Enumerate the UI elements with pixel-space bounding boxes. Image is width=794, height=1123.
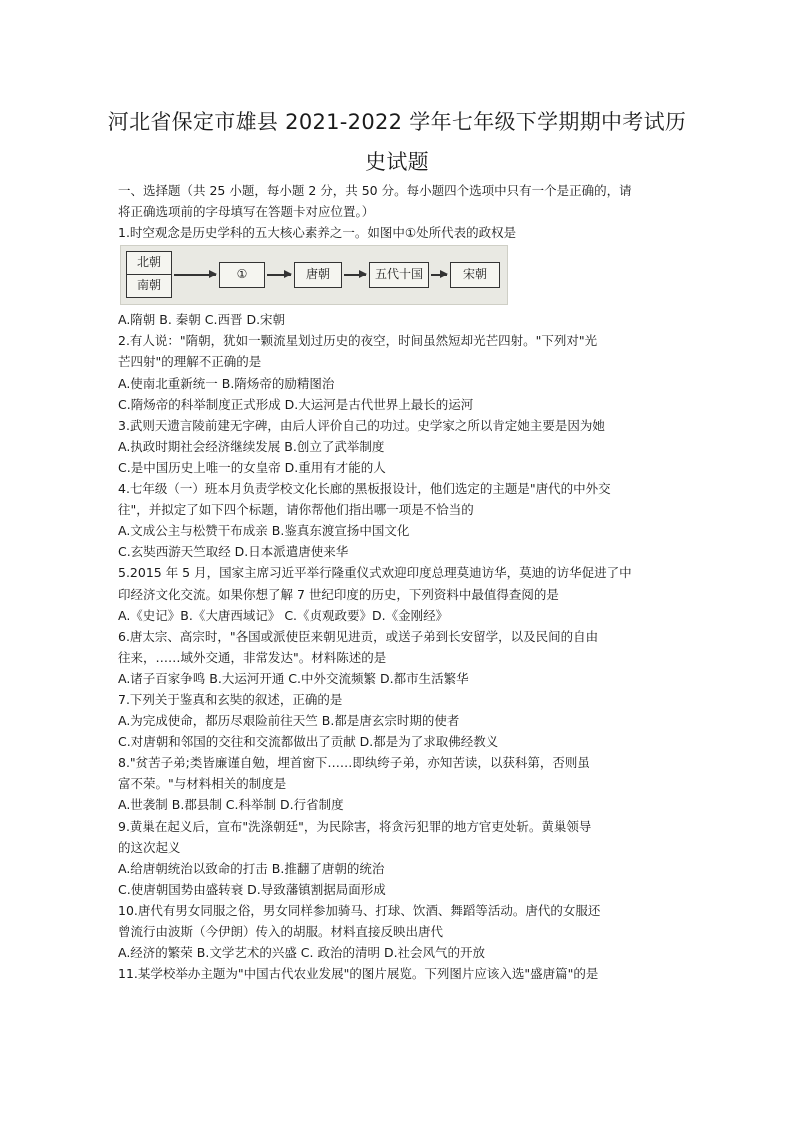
q4-options-ab: A.文成公主与松赞干布成亲 B.鉴真东渡宣扬中国文化 (118, 523, 410, 539)
q9-stem-line-2: 的这次起义 (118, 839, 181, 855)
q4-stem-line-1: 4.七年级（一）班本月负责学校文化长廊的黑板报设计，他们选定的主题是"唐代的中外交 (118, 481, 611, 497)
q2-stem-line-1: 2.有人说："隋朝，犹如一颗流星划过历史的夜空，时间虽然短却光芒四射。"下列对"光 (118, 333, 598, 349)
box-five-dynasties: 五代十国 (369, 262, 429, 288)
q7-options-ab: A.为完成使命，都历尽艰险前往天竺 B.都是唐玄宗时期的使者 (118, 713, 460, 729)
q10-options: A.经济的繁荣 B.文学艺术的兴盛 C. 政治的清明 D.社会风气的开放 (118, 945, 486, 961)
q3-options-cd: C.是中国历史上唯一的女皇帝 D.重用有才能的人 (118, 459, 386, 475)
q7-stem: 7.下列关于鉴真和玄奘的叙述，正确的是 (118, 691, 343, 707)
section-instructions-line-1: 一、选择题（共 25 小题，每小题 2 分，共 50 分。每小题四个选项中只有一个是正确的，请 (118, 183, 632, 198)
box-blank-1: ① (219, 262, 265, 288)
box-south-dynasty: 南朝 (126, 274, 172, 298)
q4-stem-line-2: 往"，并拟定了如下四个标题，请你帮他们指出哪一项是不恰当的 (118, 502, 474, 518)
q5-stem-line-1: 5.2015 年 5 月，国家主席习近平举行隆重仪式欢迎印度总理莫迪访华，莫迪的访华促进了中 (118, 565, 632, 581)
q3-options-ab: A.执政时期社会经济继续发展 B.创立了武举制度 (118, 438, 385, 454)
q8-stem-line-2: 富不荣。"与材料相关的制度是 (118, 776, 287, 792)
q9-stem-line-1: 9.黄巢在起义后，宣布"洗涤朝廷"，为民除害，将贪污犯罪的地方官吏处斩。黄巢领导 (118, 818, 592, 834)
box-tang: 唐朝 (294, 262, 342, 288)
arrow-3 (344, 274, 366, 276)
q5-stem-line-2: 印经济文化交流。如果你想了解 7 世纪印度的历史，下列资料中最值得查阅的是 (118, 586, 559, 602)
section-instructions-line-2: 将正确选项前的字母填写在答题卡对应位置。） (118, 204, 375, 220)
q4-options-cd: C.玄奘西游天竺取经 D.日本派遣唐使来华 (118, 544, 349, 560)
q8-options: A.世袭制 B.郡县制 C.科举制 D.行省制度 (118, 797, 344, 813)
box-song: 宋朝 (450, 262, 500, 288)
q6-options: A.诸子百家争鸣 B.大运河开通 C.中外交流频繁 D.都市生活繁华 (118, 670, 469, 686)
q9-options-ab: A.给唐朝统治以致命的打击 B.推翻了唐朝的统治 (118, 860, 385, 876)
exam-content (118, 180, 678, 984)
q3-stem: 3.武则天遗言陵前建无字碑，由后人评价自己的功过。史学家之所以肯定她主要是因为她 (118, 417, 605, 433)
q5-options: A.《史记》B.《大唐西域记》 C.《贞观政要》D.《金刚经》 (118, 607, 449, 623)
q1-stem: 1.时空观念是历史学科的五大核心素养之一。如图中①处所代表的政权是 (118, 225, 517, 241)
arrow-2 (267, 274, 291, 276)
q11-stem: 11.某学校举办主题为"中国古代农业发展"的图片展览。下列图片应该入选"盛唐篇"的是 (118, 966, 599, 982)
q1-options: A.隋朝 B. 秦朝 C.西晋 D.宋朝 (118, 312, 286, 328)
exam-title-line-2: 史试题 (365, 150, 429, 174)
q9-options-cd: C.使唐朝国势由盛转衰 D.导致藩镇割据局面形成 (118, 881, 386, 897)
arrow-4 (431, 274, 447, 276)
q2-options-cd: C.隋炀帝的科举制度正式形成 D.大运河是古代世界上最长的运河 (118, 396, 474, 412)
box-north-dynasty: 北朝 (126, 251, 172, 275)
q7-options-cd: C.对唐朝和邻国的交往和交流都做出了贡献 D.都是为了求取佛经教义 (118, 734, 499, 750)
q8-stem-line-1: 8."贫苦子弟;类皆廉谨自勉，埋首窗下……即纨绔子弟，亦知苦读，以获科第，否则虽 (118, 755, 590, 771)
q6-stem-line-1: 6.唐太宗、高宗时，"各国或派使臣来朝见进贡，或送子弟到长安留学，以及民间的自由 (118, 628, 599, 644)
q10-stem-line-2: 曾流行由波斯（今伊朗）传入的胡服。材料直接反映出唐代 (118, 924, 444, 939)
q2-stem-line-2: 芒四射"的理解不正确的是 (118, 354, 262, 370)
q6-stem-line-2: 往来，……域外交通，非常发达"。材料陈述的是 (118, 649, 387, 665)
q2-options-ab: A.使南北重新统一 B.隋炀帝的励精图治 (118, 375, 335, 391)
q1-timeline-diagram (120, 245, 508, 305)
q10-stem-line-1: 10.唐代有男女同服之俗，男女同样参加骑马、打球、饮酒、舞蹈等活动。唐代的女服还 (118, 902, 601, 918)
arrow-1 (174, 274, 216, 276)
exam-title-line-1: 河北省保定市雄县 2021-2022 学年七年级下学期期中考试历 (107, 110, 687, 134)
